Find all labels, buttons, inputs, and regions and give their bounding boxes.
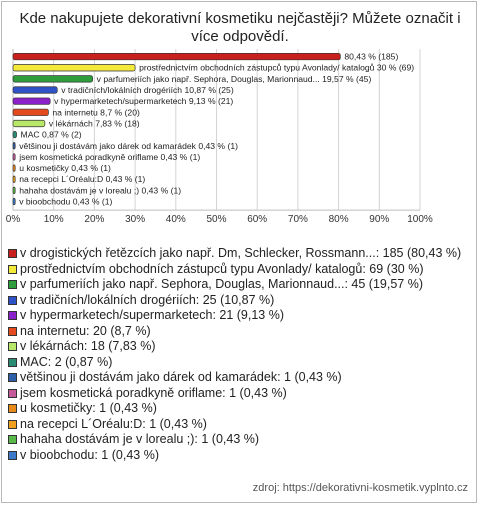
bar: [13, 76, 93, 83]
legend-swatch: [8, 280, 17, 289]
source-text: zdroj: https://dekorativni-kosmetik.vyplnto.cz: [252, 482, 468, 494]
bar: [13, 98, 50, 105]
bar: [13, 64, 135, 71]
x-tick-label: 90%: [369, 214, 390, 226]
bar-data-label: většinou ji dostávám jako dárek od kamarádek 0,43 % (1): [19, 140, 238, 151]
legend-item: [8, 355, 474, 371]
legend-item: [8, 293, 474, 309]
x-tick-label: 100%: [407, 214, 433, 226]
legend-label: většinou ji dostávám jako dárek od kamarádek: 1 (0,43 %): [20, 370, 342, 384]
legend-label: v drogistických řetězcích jako např. Dm, Schlecker, Rossmann...: 185 (80,43 %): [20, 246, 462, 260]
legend-swatch: [8, 342, 17, 351]
bar: [13, 187, 15, 194]
legend-swatch: [8, 249, 17, 258]
legend-item: [8, 308, 474, 324]
legend-swatch: [8, 327, 17, 336]
legend-item: [8, 324, 474, 340]
x-tick-label: 60%: [247, 214, 268, 226]
x-tick-label: 30%: [125, 214, 146, 226]
legend-label: u kosmetičky: 1 (0,43 %): [20, 401, 157, 415]
x-tick-label: 80%: [328, 214, 349, 226]
bar-data-label: v tradičních/lokálních drogériích 10,87 % (25): [61, 85, 234, 96]
bar: [13, 165, 15, 172]
bar-data-label: 80,43 % (185): [344, 51, 399, 62]
bar: [13, 143, 15, 150]
legend-label: na recepci L´Oréalu:D: 1 (0,43 %): [20, 416, 207, 431]
chart-title-line-2: více odpovědí.: [191, 28, 289, 45]
legend-label: v lékárnách: 18 (7,83 %): [20, 339, 156, 353]
bar-chart: [2, 2, 477, 242]
legend-swatch: [8, 311, 17, 320]
legend-item: [8, 262, 474, 278]
legend-item: [8, 246, 474, 262]
legend-label: v parfumeriích jako např. Sephora, Douglas, Marionnaud...: 45 (19,57 %): [20, 277, 423, 291]
legend-item: [8, 417, 474, 433]
x-tick-label: 70%: [287, 214, 308, 226]
legend-label: na internetu: 20 (8,7 %): [20, 323, 151, 338]
bar: [13, 109, 48, 116]
legend-label: v bioobchodu: 1 (0,43 %): [20, 447, 159, 462]
legend-item: [8, 370, 474, 386]
legend-label: v tradičních/lokálních drogériích: 25 (10,87 %): [20, 292, 275, 307]
bar: [13, 120, 45, 127]
bar-data-label: v lékárnách 7,83 % (18): [48, 118, 140, 129]
legend-label: hahaha dostávám je v lorealu ;): 1 (0,43 %): [20, 432, 260, 446]
x-tick-label: 50%: [206, 214, 227, 226]
legend-swatch: [8, 373, 17, 382]
legend-item: [8, 448, 474, 464]
legend-label: jsem kosmetická poradkyně oriflame: 1 (0,43 %): [20, 385, 287, 400]
legend-swatch: [8, 451, 17, 460]
bar-data-label: MAC 0,87 % (2): [20, 129, 82, 140]
bar-data-label: jsem kosmetická poradkyně oriflame 0,43 % (1): [19, 151, 201, 162]
legend-swatch: [8, 389, 17, 398]
legend-swatch: [8, 358, 17, 367]
x-tick-label: 0%: [5, 214, 21, 226]
legend-label: prostřednictvím obchodních zástupců typu Avonlady/ katalogů: 69 (30 %): [20, 261, 424, 276]
bar: [13, 53, 340, 60]
bar: [13, 131, 17, 138]
legend-label: MAC: 2 (0,87 %): [20, 354, 113, 369]
chart-legend: [8, 246, 474, 463]
bar-data-label: prostřednictvím obchodních zástupců typu Avonlady/ katalogů 30 % (69): [139, 62, 415, 73]
x-tick-label: 40%: [165, 214, 186, 226]
legend-label: v hypermarketech/supermarketech: 21 (9,13 %): [20, 308, 285, 322]
x-tick-label: 10%: [43, 214, 64, 226]
bar-data-label: u kosmetičky 0,43 % (1): [19, 163, 111, 174]
legend-swatch: [8, 435, 17, 444]
bar-data-label: v hypermarketech/supermarketech 9,13 % (21): [54, 96, 234, 107]
bar-data-label: na internetu 8,7 % (20): [52, 107, 140, 118]
legend-swatch: [8, 296, 17, 305]
bar: [13, 198, 15, 205]
legend-swatch: [8, 420, 17, 429]
legend-swatch: [8, 404, 17, 413]
legend-item: [8, 401, 474, 417]
bar-data-label: v parfumeriích jako např. Sephora, Douglas, Marionnaud... 19,57 % (45): [96, 73, 372, 84]
bar: [13, 154, 15, 161]
legend-item: [8, 277, 474, 293]
legend-item: [8, 386, 474, 402]
bar-data-label: v bioobchodu 0,43 % (1): [19, 196, 113, 207]
legend-swatch: [8, 265, 17, 274]
legend-item: [8, 432, 474, 448]
chart-frame: [1, 1, 477, 503]
bar: [13, 87, 57, 94]
x-tick-label: 20%: [84, 214, 105, 226]
bar-data-label: hahaha dostávám je v lorealu ;) 0,43 % (1): [19, 185, 182, 196]
chart-title-line-1: Kde nakupujete dekorativní kosmetiku nejčastěji? Můžete označit i: [19, 10, 461, 27]
bar-data-label: na recepci L´Oréalu:D 0,43 % (1): [19, 174, 146, 185]
bar: [13, 176, 15, 183]
legend-item: [8, 339, 474, 355]
